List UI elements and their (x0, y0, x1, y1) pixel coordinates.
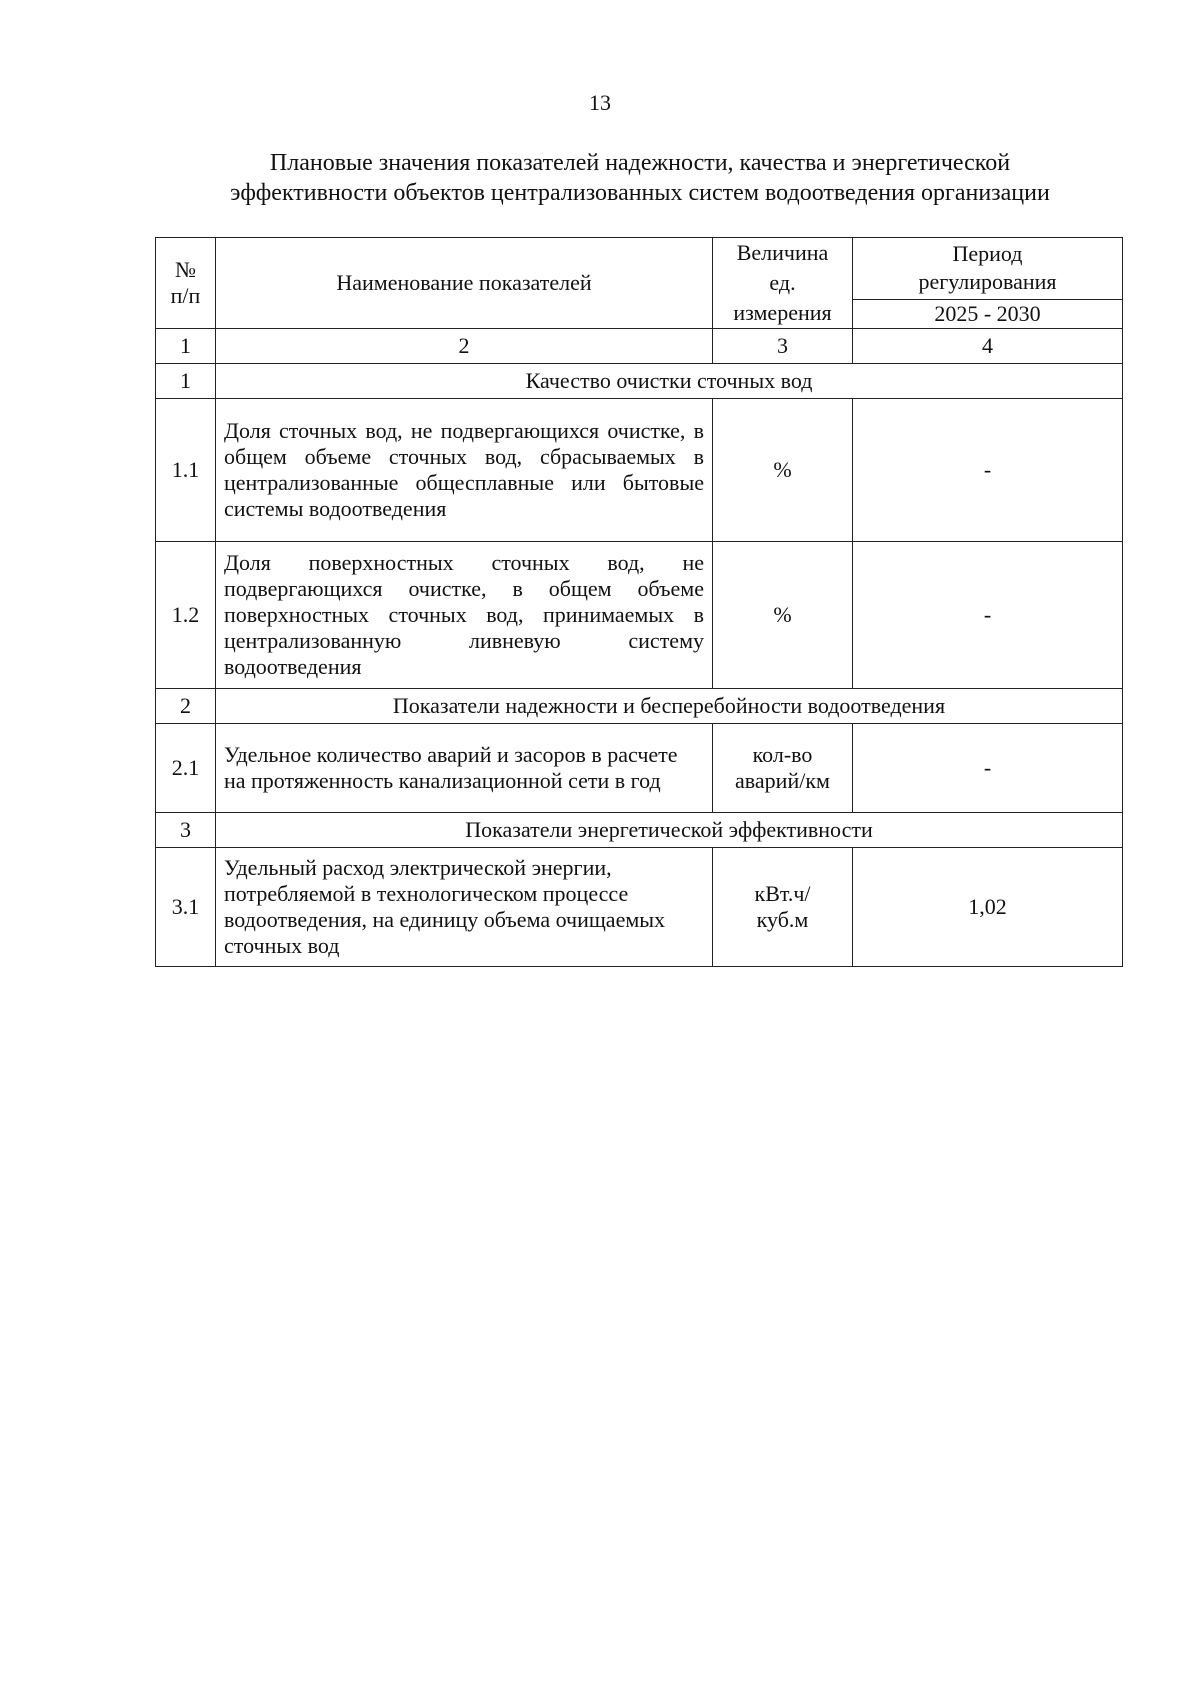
table-header-row (156, 238, 1123, 300)
document-title (150, 148, 1130, 208)
section-row (156, 689, 1123, 724)
section-num: 3 (156, 813, 216, 848)
column-index-cell: 1 (156, 329, 216, 364)
row-indicator-name: Удельный расход электрической энергии, потребляемой в технологическом процессе водоотведения, на единицу объема очищаемых сточных вод (216, 848, 713, 967)
header-period: Период регулирования (853, 238, 1123, 300)
section-num: 1 (156, 364, 216, 399)
document-title-line-2: эффективности объектов централизованных систем водоотведения организации (230, 180, 1050, 206)
row-num: 3.1 (156, 848, 216, 967)
column-index-cell: 2 (216, 329, 713, 364)
document-title-line-1: Плановые значения показателей надежности, качества и энергетической (269, 150, 1011, 176)
column-index-row (156, 329, 1123, 364)
row-unit: % (713, 399, 853, 542)
indicators-table (155, 237, 1123, 967)
table-row (156, 399, 1123, 542)
row-indicator-name: Доля сточных вод, не подвергающихся очистке, в общем объеме сточных вод, сбрасываемых в централизованные общесплавные или бытовые системы водоотведения (216, 399, 713, 542)
section-row (156, 364, 1123, 399)
header-unit: Величина ед. измерения (713, 238, 853, 329)
section-row (156, 813, 1123, 848)
column-index-cell: 4 (853, 329, 1123, 364)
row-num: 2.1 (156, 724, 216, 813)
page-number: 13 (589, 90, 611, 115)
row-value: 1,02 (853, 848, 1123, 967)
section-title: Показатели надежности и бесперебойности водоотведения (216, 689, 1123, 724)
table-row (156, 542, 1123, 689)
row-num: 1.2 (156, 542, 216, 689)
section-title: Показатели энергетической эффективности (216, 813, 1123, 848)
row-value: - (853, 542, 1123, 689)
header-name: Наименование показателей (216, 238, 713, 329)
header-num: № п/п (156, 238, 216, 329)
row-value: - (853, 724, 1123, 813)
row-unit: кВт.ч/ куб.м (713, 848, 853, 967)
row-value: - (853, 399, 1123, 542)
table-row (156, 848, 1123, 967)
table-row (156, 724, 1123, 813)
section-title: Качество очистки сточных вод (216, 364, 1123, 399)
row-unit: кол-во аварий/км (713, 724, 853, 813)
section-num: 2 (156, 689, 216, 724)
row-indicator-name: Доля поверхностных сточных вод, не подвергающихся очистке, в общем объеме поверхностных сточных вод, принимаемых в централизованную ливневую систему водоотведения (216, 542, 713, 689)
header-period-years: 2025 - 2030 (853, 299, 1123, 328)
column-index-cell: 3 (713, 329, 853, 364)
row-num: 1.1 (156, 399, 216, 542)
row-indicator-name: Удельное количество аварий и засоров в расчете на протяженность канализационной сети в год (216, 724, 713, 813)
row-unit: % (713, 542, 853, 689)
